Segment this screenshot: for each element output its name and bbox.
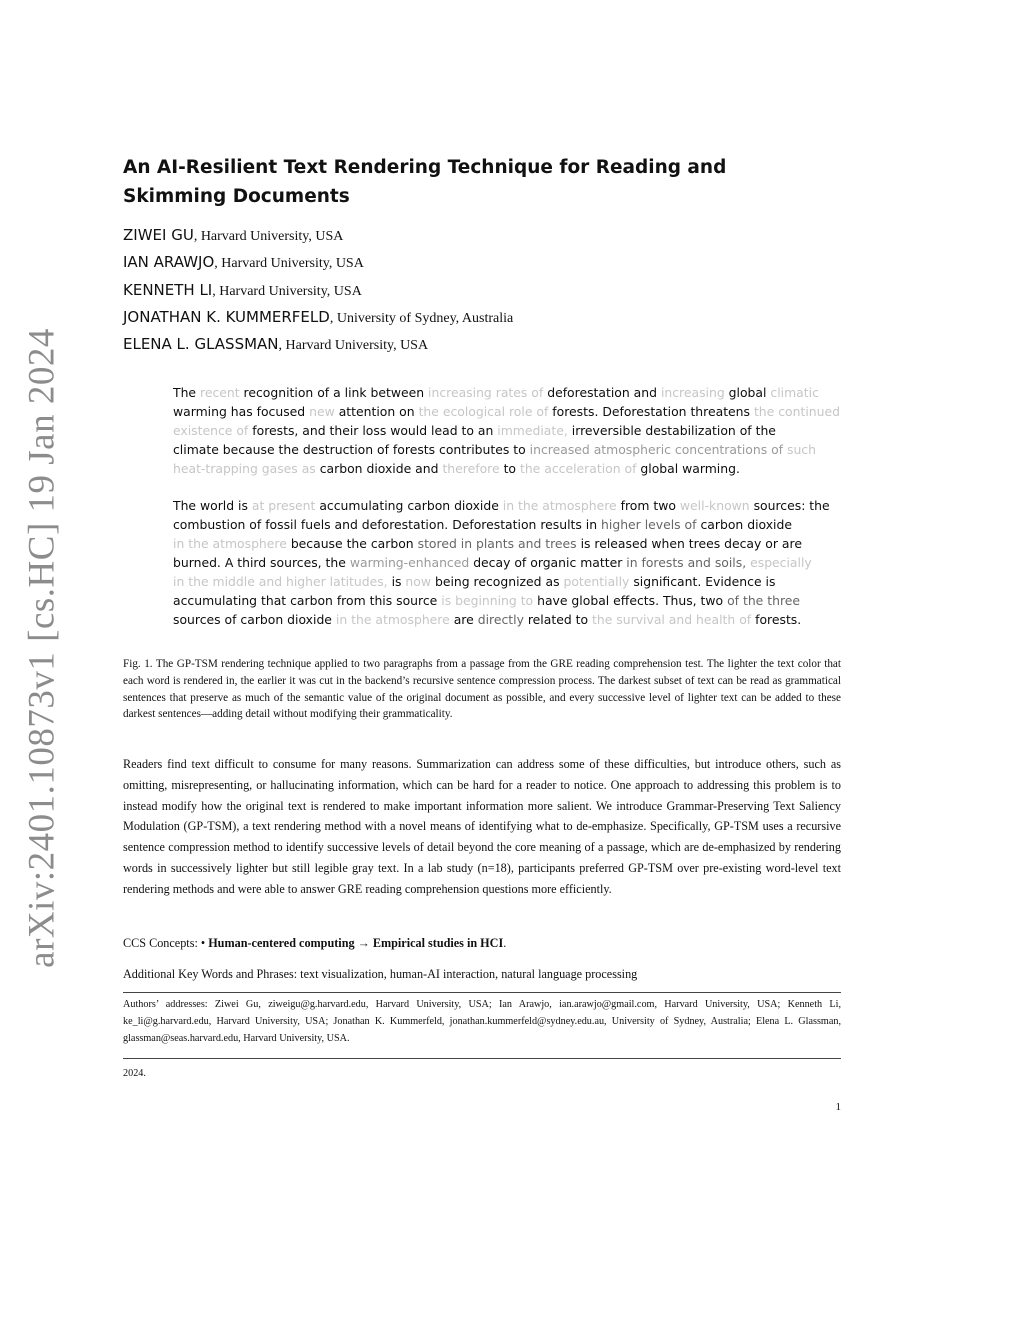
saliency-segment-level-0: from two bbox=[620, 498, 676, 513]
author-affiliation: Harvard University, USA bbox=[200, 229, 344, 244]
saliency-segment-level-0: sources: the bbox=[753, 498, 830, 513]
saliency-segment-level-0: forests, and their loss would lead to an bbox=[252, 423, 494, 438]
saliency-segment-level-0: combustion of fossil fuels and deforestation. Deforestation results in bbox=[173, 517, 598, 532]
saliency-segment-level-0: forests. Deforestation threatens bbox=[552, 404, 750, 419]
author-entry: JONATHAN K. KUMMERFELD, University of Sydney, Australia bbox=[123, 307, 514, 326]
teaser-line bbox=[173, 572, 813, 591]
saliency-segment-level-3: existence of bbox=[173, 423, 249, 438]
ccs-concept-bold: Human-centered computing → Empirical studies in HCI bbox=[208, 936, 504, 950]
saliency-segment-level-1: of the three bbox=[727, 593, 801, 608]
teaser-line bbox=[173, 459, 813, 478]
teaser-line bbox=[173, 383, 819, 402]
saliency-segment-level-0: The world is bbox=[173, 498, 248, 513]
teaser-line bbox=[173, 515, 813, 534]
saliency-segment-level-2: warming-enhanced bbox=[349, 555, 470, 570]
teaser-paragraph bbox=[173, 383, 840, 478]
saliency-segment-level-1: directly bbox=[477, 612, 524, 627]
saliency-segment-level-0: global warming. bbox=[640, 461, 740, 476]
teaser-line bbox=[173, 591, 813, 610]
saliency-segment-level-0: are bbox=[453, 612, 474, 627]
author-name: ZIWEI GU bbox=[123, 226, 194, 244]
author-affiliation: Harvard University, USA bbox=[221, 256, 364, 272]
author-name: KENNETH LI bbox=[123, 280, 213, 299]
saliency-segment-level-3: in the atmosphere bbox=[173, 536, 287, 551]
saliency-segment-level-0: accumulating that carbon from this source bbox=[173, 593, 438, 608]
paper-title: An AI-Resilient Text Rendering Technique for Reading and Skimming Documents bbox=[123, 157, 727, 207]
teaser-line bbox=[173, 610, 813, 629]
saliency-segment-level-0: deforestation and bbox=[547, 385, 657, 400]
author-affiliation: Harvard University, USA bbox=[285, 338, 429, 354]
saliency-segment-level-1: stored in plants and trees bbox=[417, 536, 577, 551]
teaser-line bbox=[173, 553, 813, 572]
saliency-segment-level-0: forests. bbox=[755, 612, 802, 627]
saliency-segment-level-3: is beginning to bbox=[441, 593, 534, 608]
saliency-segment-level-0: is bbox=[391, 574, 402, 589]
teaser-line bbox=[173, 440, 816, 459]
saliency-segment-level-0: to bbox=[503, 461, 517, 476]
publication-year: 2024. bbox=[123, 1068, 146, 1079]
saliency-segment-level-3: climatic bbox=[770, 385, 819, 400]
ccs-prefix: CCS Concepts: • bbox=[123, 936, 206, 950]
ccs-concepts bbox=[123, 933, 841, 953]
author-entry: IAN ARAWJO, Harvard University, USA bbox=[123, 253, 364, 272]
saliency-segment-level-0: accumulating carbon dioxide bbox=[319, 498, 499, 513]
saliency-segment-level-0: sources of carbon dioxide bbox=[173, 612, 332, 627]
saliency-segment-level-0: significant. Evidence is bbox=[633, 574, 776, 589]
saliency-segment-level-3: increasing bbox=[660, 385, 725, 400]
ccs-suffix: . bbox=[503, 936, 507, 950]
saliency-segment-level-3: recent bbox=[200, 385, 240, 400]
author-name: ELENA L. GLASSMAN bbox=[123, 335, 279, 354]
saliency-segment-level-3: the continued bbox=[753, 404, 840, 419]
saliency-segment-level-0: carbon dioxide and bbox=[319, 461, 439, 476]
saliency-segment-level-3: now bbox=[405, 574, 431, 589]
saliency-segment-level-3: increasing rates of bbox=[428, 385, 544, 400]
saliency-segment-level-0: carbon dioxide bbox=[700, 517, 792, 532]
saliency-segment-level-3: well-known bbox=[679, 498, 750, 513]
saliency-segment-level-1: higher levels of bbox=[601, 517, 697, 532]
teaser-line bbox=[173, 534, 813, 553]
author-affiliation: University of Sydney, Australia bbox=[336, 310, 514, 326]
figure-caption: Fig. 1. The GP-TSM rendering technique applied to two paragraphs from a passage from the GRE reading comprehension test. The lighter the text color that each word is rendered in, the earlier it was cut in the backend’s recursive sentence compression process. The darkest subset of text can be read as grammatical sentences that preserve as much of the semantic value of the original document as possible, and every successive level of lighter text can be added to these darkest sentences—adding detail without modifying their grammaticality. bbox=[123, 658, 841, 721]
author-list bbox=[123, 222, 841, 358]
saliency-segment-level-0: warming has focused bbox=[173, 404, 306, 419]
saliency-segment-level-3: new bbox=[309, 404, 335, 419]
saliency-segment-level-3: heat-trapping gases as bbox=[173, 461, 316, 476]
teaser-paragraph bbox=[173, 496, 830, 629]
teaser-line bbox=[173, 402, 840, 421]
abstract: Readers find text difficult to consume for many reasons. Summarization can address some of these difficulties, but introduce others, such as omitting, misrepresenting, or hallucinating information, which can be hard for a reader to notice. One approach to addressing this problem is to instead modify how the original text is rendered to make important information more salient. We introduce Grammar-Preserving Text Saliency Modulation (GP-TSM), a text rendering method with a novel means of identifying what to de-emphasize. Specifically, GP-TSM uses a recursive sentence compression method to identify successive levels of detail beyond the core meaning of a passage, which are de-emphasized by rendering words in successively lighter but still legible gray text. In a lab study (n=18), participants preferred GP-TSM over pre-existing word-level text rendering methods and were able to answer GRE reading comprehension questions more efficiently. bbox=[123, 757, 841, 896]
saliency-segment-level-0: related to bbox=[527, 612, 589, 627]
saliency-segment-level-3: in the atmosphere bbox=[335, 612, 450, 627]
saliency-segment-level-3: the survival and health of bbox=[592, 612, 752, 627]
saliency-segment-level-0: because the carbon bbox=[290, 536, 414, 551]
saliency-segment-level-0: being recognized as bbox=[434, 574, 560, 589]
saliency-segment-level-3: the ecological role of bbox=[418, 404, 549, 419]
saliency-segment-level-0: climate because the destruction of forests contributes to bbox=[173, 442, 526, 457]
saliency-segment-level-3: the acceleration of bbox=[519, 461, 637, 476]
saliency-segment-level-0: is released when trees decay or are bbox=[580, 536, 802, 551]
saliency-segment-level-3: therefore bbox=[442, 461, 500, 476]
saliency-segment-level-3: in the middle and higher latitudes, bbox=[173, 574, 388, 589]
saliency-segment-level-3: in the atmosphere bbox=[502, 498, 617, 513]
saliency-segment-level-0: irreversible destabilization of the bbox=[571, 423, 776, 438]
saliency-segment-level-0: attention on bbox=[338, 404, 415, 419]
saliency-segment-level-3: at present bbox=[251, 498, 316, 513]
saliency-segment-level-2: increased atmospheric concentrations of bbox=[529, 442, 784, 457]
author-name: IAN ARAWJO bbox=[123, 253, 215, 272]
author-addresses: Authors’ addresses: Ziwei Gu, ziweigu@g.harvard.edu, Harvard University, USA; Ian Arawjo, ian.arawjo@gmail.com, Harvard University, USA; Kenneth Li, ke_li@g.harvard.edu, Harvard University, USA; Jonathan K. Kummerfeld, jonathan.kummerfeld@sydney.edu.au, University of Sydney, Australia; Elena L. Glassman, glassman@seas.harvard.edu, Harvard University, USA. bbox=[123, 999, 841, 1044]
saliency-segment-level-0: have global effects. Thus, two bbox=[537, 593, 724, 608]
teaser-line bbox=[173, 421, 813, 440]
saliency-segment-level-0: decay of organic matter bbox=[473, 555, 623, 570]
saliency-segment-level-0: The bbox=[173, 385, 197, 400]
teaser-line bbox=[173, 496, 830, 515]
author-name: JONATHAN K. KUMMERFELD bbox=[123, 307, 330, 326]
teaser-figure bbox=[173, 383, 840, 647]
author-entry: KENNETH LI, Harvard University, USA bbox=[123, 280, 362, 299]
saliency-segment-level-3: such bbox=[787, 442, 816, 457]
page-number: 1 bbox=[835, 1101, 841, 1113]
footer-divider bbox=[123, 1058, 841, 1059]
author-affiliation: Harvard University, USA bbox=[219, 283, 362, 299]
author-entry: ELENA L. GLASSMAN, Harvard University, USA bbox=[123, 335, 429, 354]
footnote-divider bbox=[123, 992, 841, 993]
saliency-segment-level-3: immediate, bbox=[497, 423, 568, 438]
saliency-segment-level-0: burned. A third sources, the bbox=[173, 555, 346, 570]
saliency-segment-level-0: global bbox=[728, 385, 767, 400]
arxiv-identifier-stamp: arXiv:2401.10873v1 [cs.HC] 19 Jan 2024 bbox=[21, 328, 63, 968]
author-entry: ZIWEI GU, Harvard University, USA bbox=[123, 226, 344, 244]
saliency-segment-level-3: especially bbox=[750, 555, 812, 570]
additional-keywords: Additional Key Words and Phrases: text visualization, human-AI interaction, natural language processing bbox=[123, 967, 638, 981]
saliency-segment-level-3: potentially bbox=[563, 574, 630, 589]
saliency-segment-level-0: recognition of a link between bbox=[243, 385, 425, 400]
saliency-segment-level-1: in forests and soils, bbox=[626, 555, 747, 570]
